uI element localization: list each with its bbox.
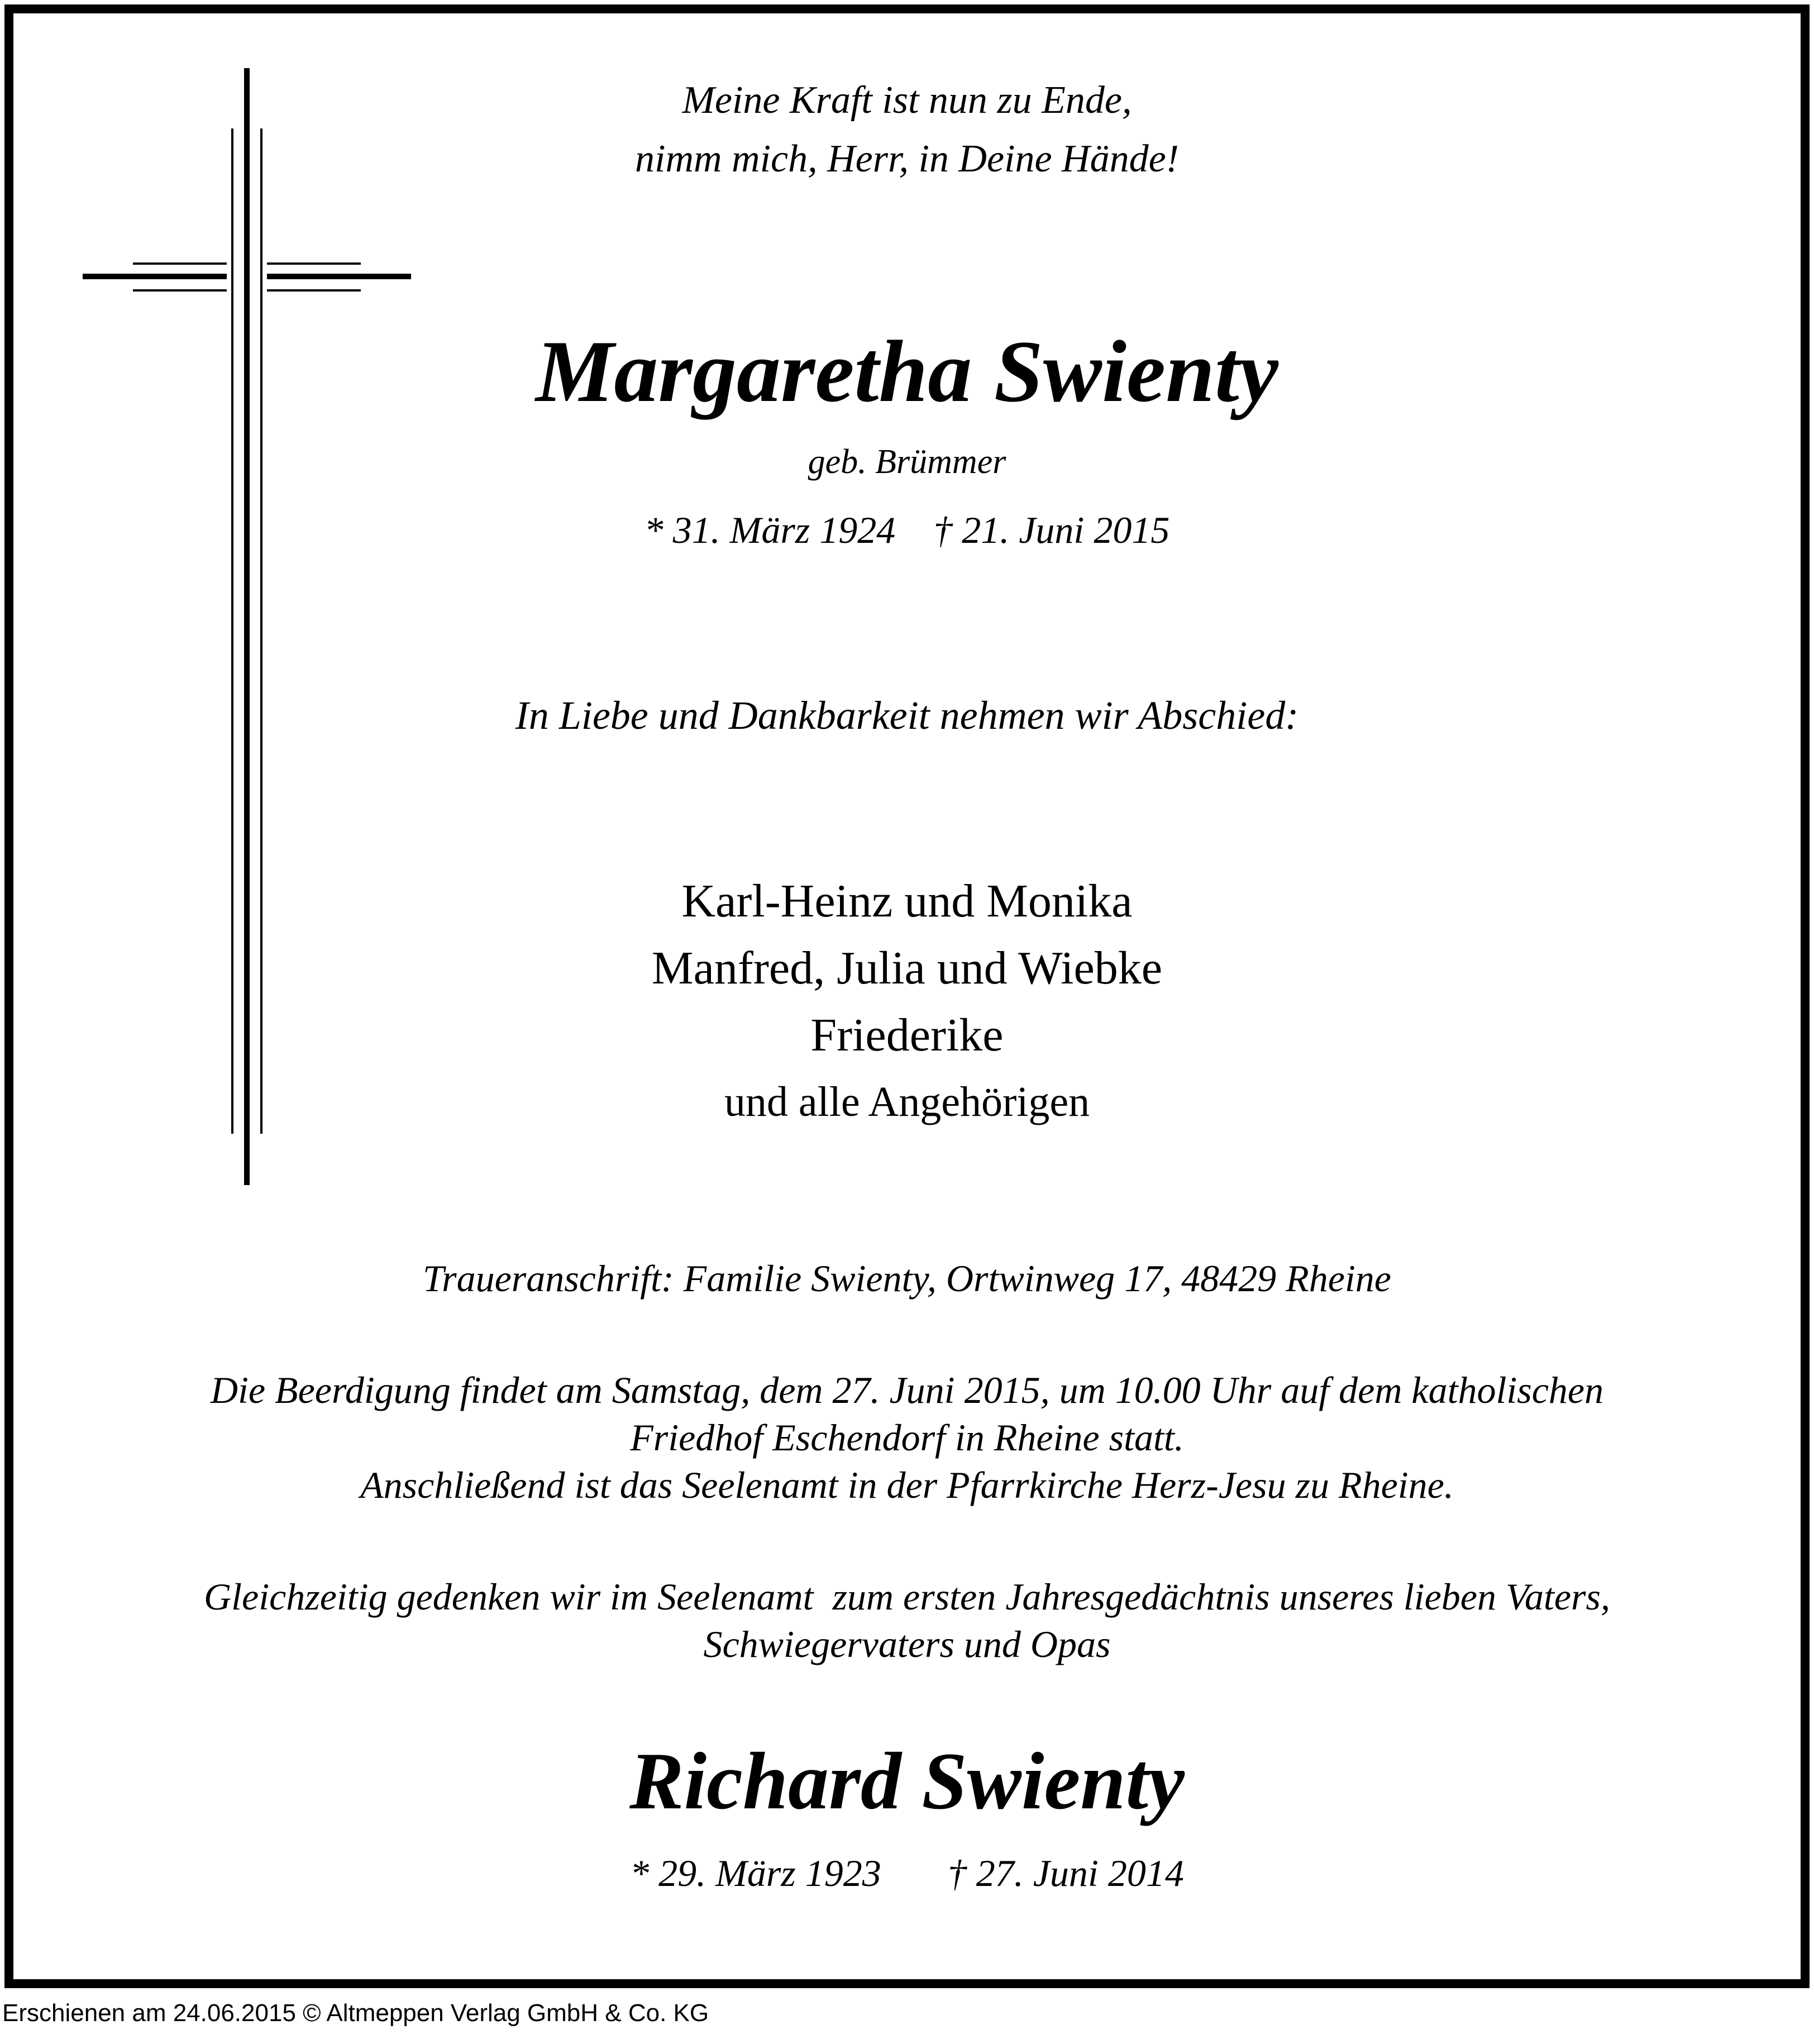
deceased-name: Margaretha Swienty <box>535 323 1279 421</box>
mourner-line: Friederike <box>810 1009 1004 1061</box>
motto-line-2: nimm mich, Herr, in Deine Hände! <box>635 137 1179 180</box>
publication-footer: Erschienen am 24.06.2015 © Altmeppen Verlag GmbH & Co. KG <box>2 1999 709 2027</box>
remembrance-line-2: Schwiegervaters und Opas <box>703 1623 1111 1665</box>
second-deceased-name: Richard Swienty <box>629 1736 1185 1826</box>
farewell-intro: In Liebe und Dankbarkeit nehmen wir Abschied: <box>515 693 1299 738</box>
funeral-line-1: Die Beerdigung findet am Samstag, dem 27. Juni 2015, um 10.00 Uhr auf dem katholischen <box>210 1369 1604 1411</box>
deceased-dates: * 31. März 1924 † 21. Juni 2015 <box>644 509 1170 551</box>
mourner-line: Karl-Heinz und Monika <box>681 875 1133 927</box>
funeral-line-3: Anschließend ist das Seelenamt in der Pfarrkirche Herz-Jesu zu Rheine. <box>360 1464 1454 1506</box>
mourner-line: und alle Angehörigen <box>724 1078 1090 1125</box>
funeral-line-2: Friedhof Eschendorf in Rheine statt. <box>630 1416 1184 1459</box>
maiden-name: geb. Brümmer <box>808 443 1006 481</box>
motto-line-1: Meine Kraft ist nun zu Ende, <box>682 79 1132 122</box>
mourning-address: Traueranschrift: Familie Swienty, Ortwinweg 17, 48429 Rheine <box>423 1257 1391 1300</box>
second-deceased-dates: * 29. März 1923 † 27. Juni 2014 <box>630 1852 1184 1894</box>
remembrance-line-1: Gleichzeitig gedenken wir im Seelenamt zum ersten Jahresgedächtnis unseres lieben Vaters, <box>204 1575 1610 1618</box>
mourner-line: Manfred, Julia und Wiebke <box>651 942 1163 994</box>
